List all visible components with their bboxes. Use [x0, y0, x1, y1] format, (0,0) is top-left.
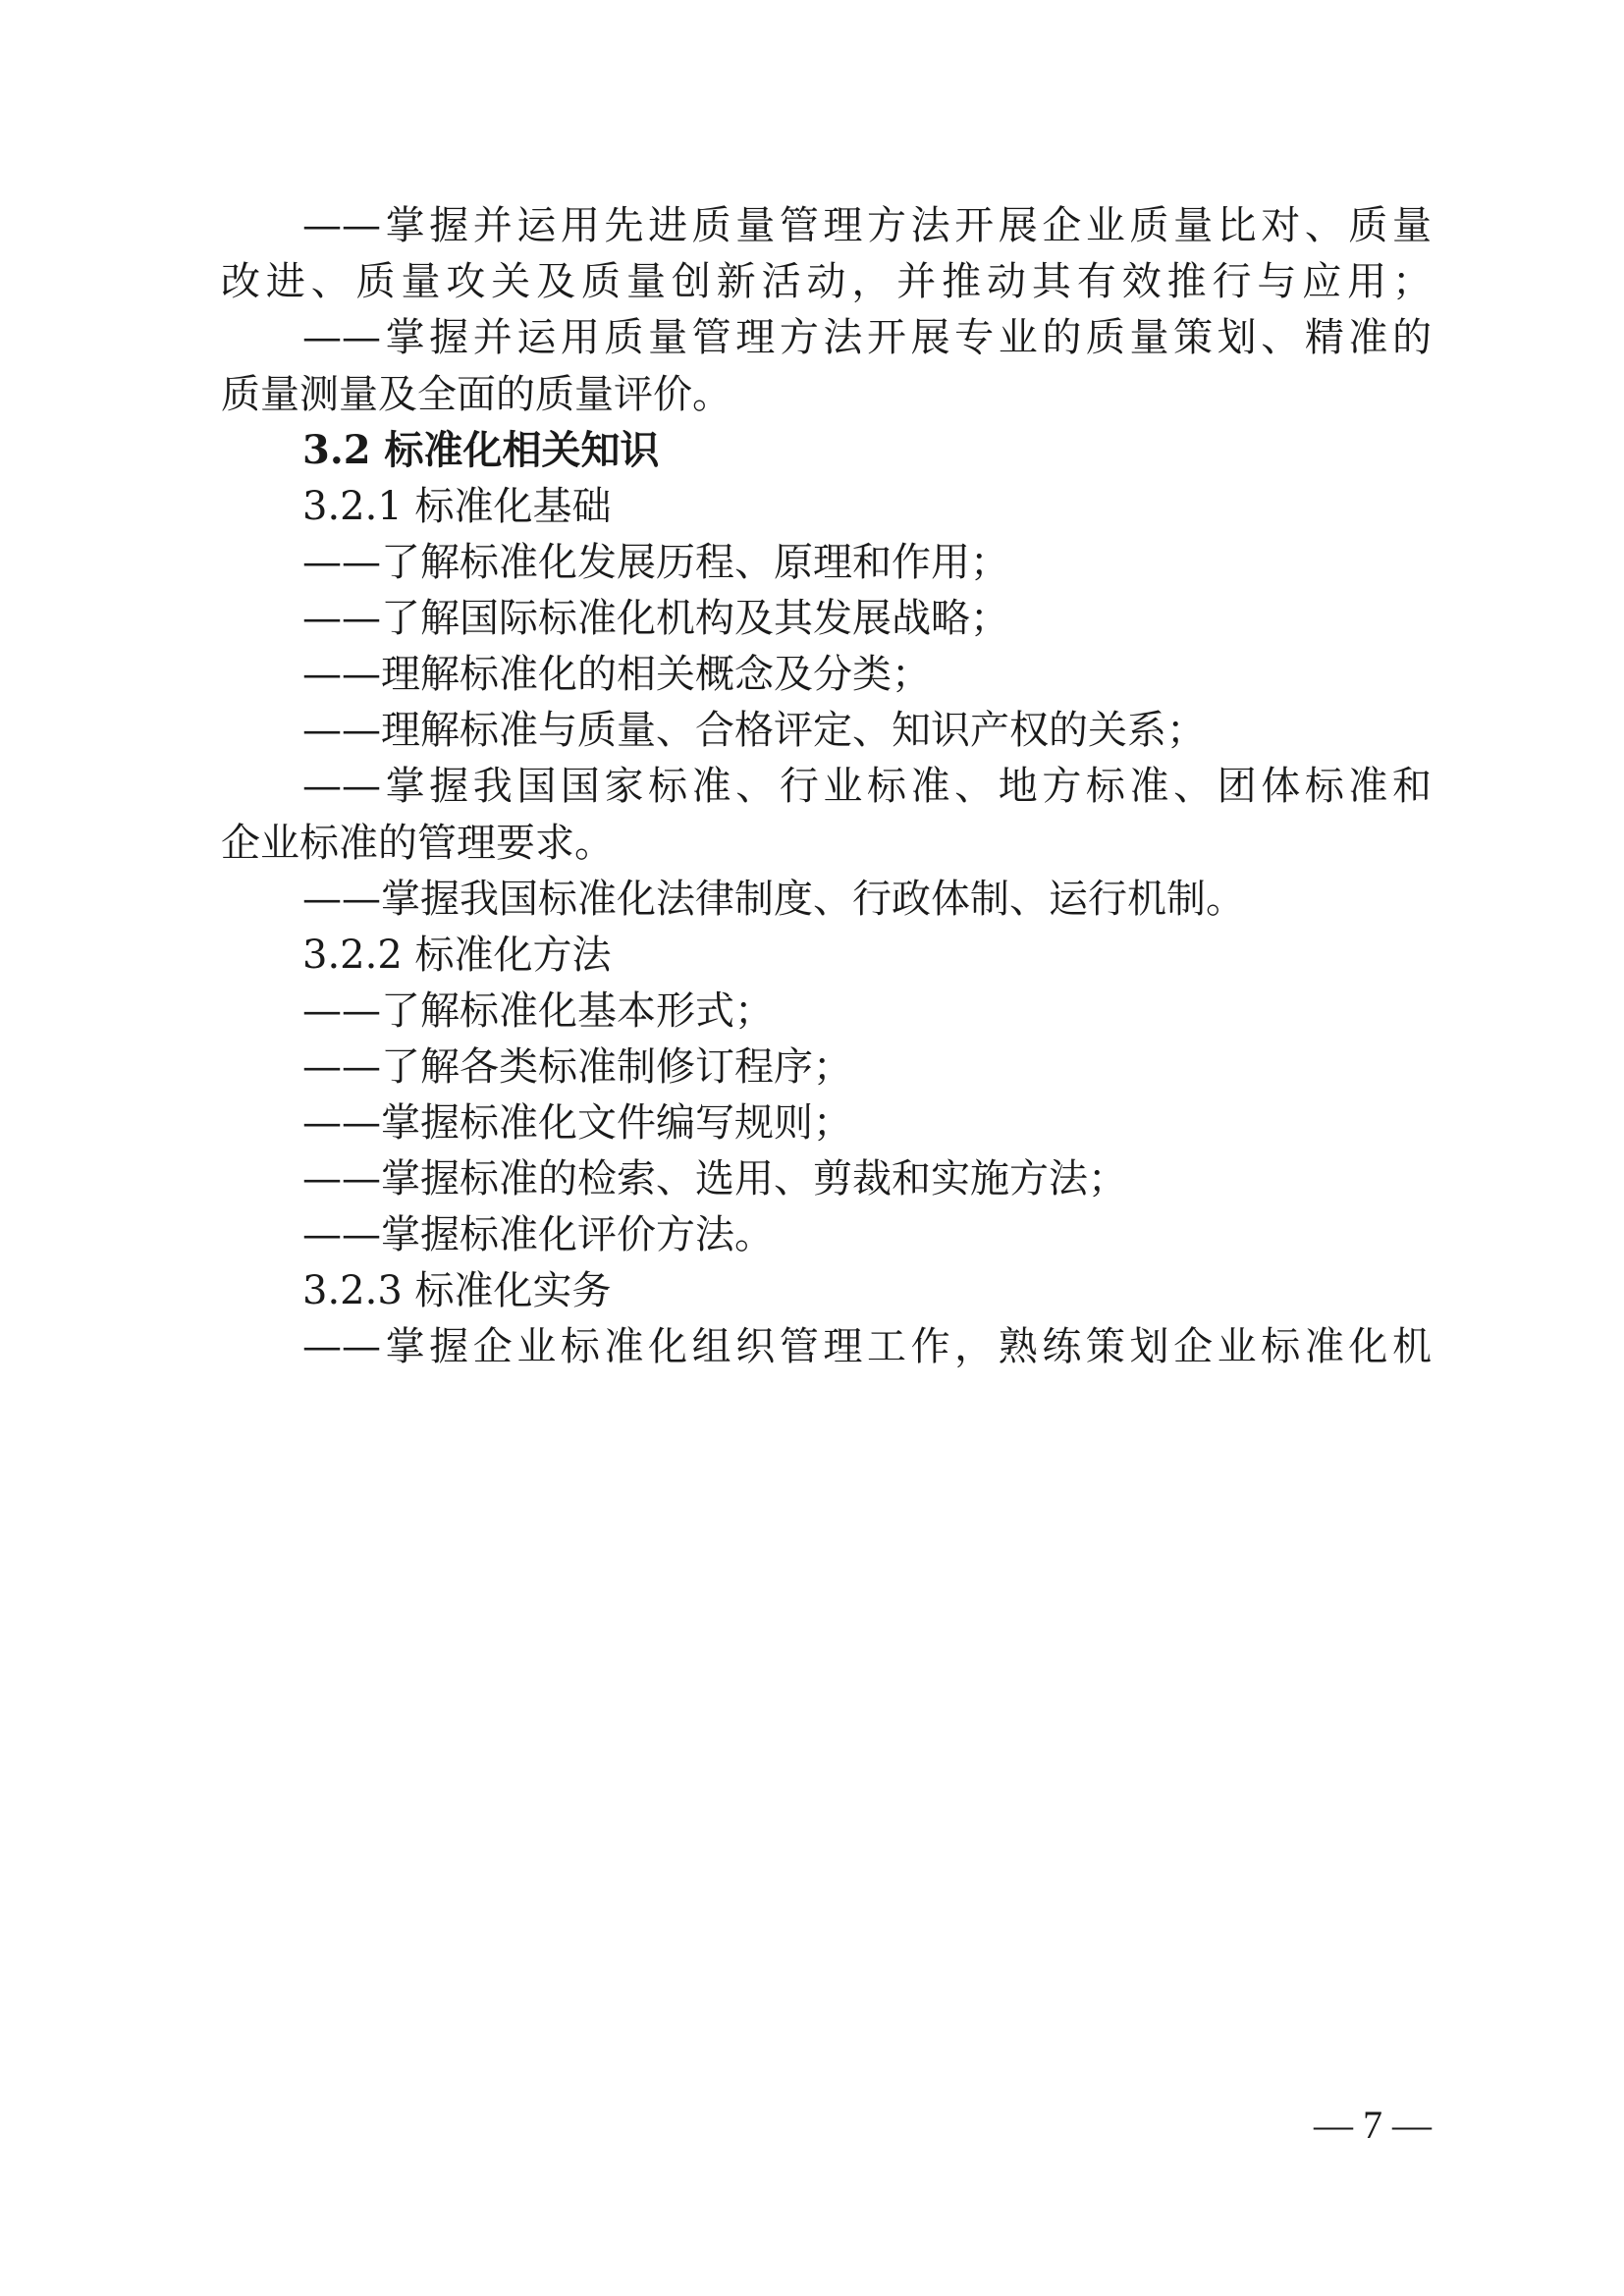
paragraph-line: ——掌握并运用质量管理方法开展专业的质量策划、精准的: [302, 315, 1432, 360]
list-item-continuation: 企业标准的管理要求。: [221, 821, 614, 866]
paragraph-line: 改进、质量攻关及质量创新活动，并推动其有效推行与应用；: [221, 259, 1432, 304]
list-item: ——掌握标准的检索、选用、剪裁和实施方法；: [302, 1156, 1127, 1201]
paragraph-line: ——掌握并运用先进质量管理方法开展企业质量比对、质量: [302, 203, 1432, 248]
list-item: ——了解标准化发展历程、原理和作用；: [302, 540, 1009, 585]
list-item: ——了解标准化基本形式；: [302, 988, 774, 1034]
list-item: ——掌握我国标准化法律制度、行政体制、运行机制。: [302, 877, 1245, 922]
subsection-heading: 3.2.2 标准化方法: [302, 933, 612, 978]
subsection-heading: 3.2.3 标准化实务: [302, 1268, 612, 1313]
list-item: ——掌握标准化评价方法。: [302, 1212, 774, 1257]
page-number: — 7 —: [1314, 2103, 1432, 2147]
list-item: ——理解标准与质量、合格评定、知识产权的关系；: [302, 708, 1206, 753]
section-heading: 3.2 标准化相关知识: [302, 427, 660, 473]
list-item: ——了解国际标准化机构及其发展战略；: [302, 596, 1009, 641]
list-item: ——了解各类标准制修订程序；: [302, 1044, 852, 1090]
list-item: ——掌握企业标准化组织管理工作，熟练策划企业标准化机: [302, 1324, 1432, 1369]
paragraph-line: 质量测量及全面的质量评价。: [221, 372, 731, 417]
list-item: ——掌握标准化文件编写规则；: [302, 1100, 852, 1146]
subsection-heading: 3.2.1 标准化基础: [302, 484, 612, 529]
list-item: ——理解标准化的相关概念及分类；: [302, 652, 931, 697]
list-item: ——掌握我国国家标准、行业标准、地方标准、团体标准和: [302, 764, 1432, 809]
